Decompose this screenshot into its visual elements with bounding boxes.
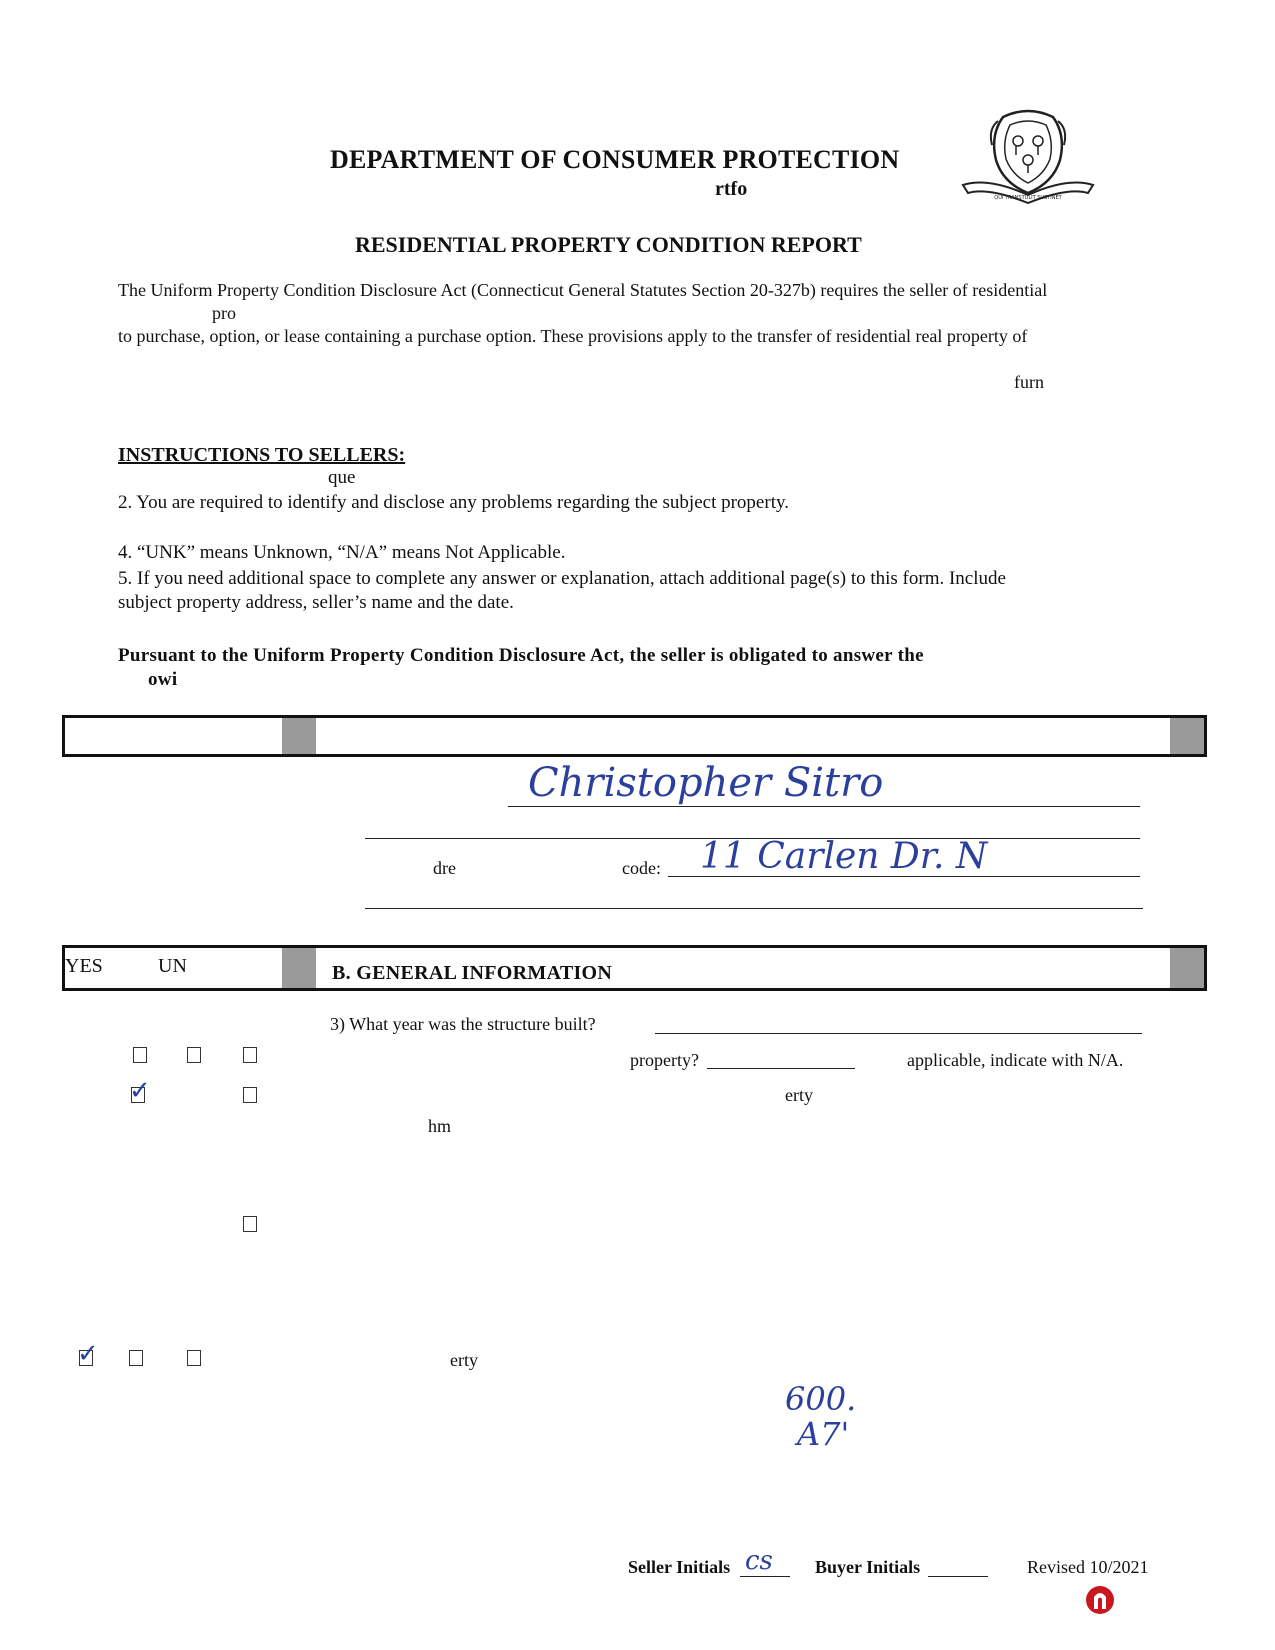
checkbox-no-row-1[interactable] bbox=[187, 1047, 201, 1063]
checkbox-unk-row-2[interactable] bbox=[243, 1087, 257, 1103]
instruction-item-4: 4. “UNK” means Unknown, “N/A” means Not Applicable. bbox=[118, 542, 566, 563]
property-label: property? bbox=[630, 1050, 699, 1070]
column-header-yes: YES bbox=[65, 955, 103, 977]
handwritten-note-line-2: A7' bbox=[797, 1415, 850, 1453]
section-b-header-bar bbox=[62, 945, 1207, 991]
section-a-shade-left bbox=[282, 718, 316, 754]
seller-initials-handwritten[interactable]: cs bbox=[745, 1546, 773, 1576]
scanner-logo-icon bbox=[1085, 1585, 1115, 1615]
hm-fragment: hm bbox=[428, 1116, 452, 1136]
address-handwritten[interactable]: 11 Carlen Dr. N bbox=[700, 836, 988, 877]
report-title: RESIDENTIAL PROPERTY CONDITION REPORT bbox=[355, 232, 862, 257]
address-label: dre bbox=[433, 858, 456, 878]
section-a-header-bar bbox=[62, 715, 1207, 757]
seller-name-handwritten[interactable]: Christopher Sitro bbox=[528, 760, 884, 806]
erty-fragment-1: erty bbox=[785, 1085, 813, 1105]
section-a-shade-right bbox=[1170, 718, 1204, 754]
pursuant-statement-cont: owi bbox=[148, 669, 178, 690]
handwritten-note-line-1: 600. bbox=[785, 1380, 857, 1418]
instructions-heading: INSTRUCTIONS TO SELLERS: bbox=[118, 444, 406, 466]
column-header-unk: UN bbox=[158, 955, 187, 977]
seller-initials-label: Seller Initials bbox=[628, 1557, 731, 1577]
zip-code-label: code: bbox=[622, 858, 661, 878]
instruction-item-5-cont: subject property address, seller’s name and the date. bbox=[118, 592, 514, 613]
erty-fragment-2: erty bbox=[450, 1350, 478, 1370]
instructions-fragment: que bbox=[328, 467, 356, 488]
year-built-line[interactable] bbox=[655, 1033, 1142, 1034]
intro-line-3: to purchase, option, or lease containing a purchase option. These provisions apply to the transfer of residential real property of bbox=[118, 326, 1028, 346]
section-b-shade-right bbox=[1170, 948, 1204, 988]
checkmark-icon: ✓ bbox=[77, 1339, 99, 1369]
checkmark-icon: ✓ bbox=[129, 1076, 151, 1106]
department-subline: rtfo bbox=[715, 178, 748, 200]
na-note: applicable, indicate with N/A. bbox=[907, 1050, 1124, 1070]
buyer-initials-label: Buyer Initials bbox=[815, 1557, 921, 1577]
checkbox-unk-row-4[interactable] bbox=[187, 1350, 201, 1366]
state-seal-icon bbox=[958, 105, 1098, 213]
pursuant-statement: Pursuant to the Uniform Property Condition Disclosure Act, the seller is obligated to answer the bbox=[118, 645, 924, 666]
blank-line-2 bbox=[365, 908, 1143, 909]
seal-motto: QUI TRANSTULIT SUSTINET bbox=[994, 195, 1062, 201]
department-title: DEPARTMENT OF CONSUMER PROTECTION bbox=[330, 145, 900, 174]
buyer-initials-line[interactable] bbox=[928, 1576, 988, 1577]
section-b-shade-left bbox=[282, 948, 316, 988]
question-3: 3) What year was the structure built? bbox=[330, 1014, 596, 1034]
address-line bbox=[668, 876, 1140, 877]
seller-name-line bbox=[508, 806, 1140, 807]
instruction-item-2: 2. You are required to identify and disclose any problems regarding the subject property. bbox=[118, 492, 789, 513]
property-answer-line[interactable] bbox=[707, 1068, 855, 1069]
revised-date: Revised 10/2021 bbox=[1027, 1557, 1149, 1577]
checkbox-no-row-4[interactable] bbox=[129, 1350, 143, 1366]
instruction-item-5: 5. If you need additional space to complete any answer or explanation, attach additional page(s) to this form. Include bbox=[118, 568, 1006, 589]
checkbox-unk-row-1[interactable] bbox=[243, 1047, 257, 1063]
checkbox-unk-row-3[interactable] bbox=[243, 1216, 257, 1232]
intro-fragment-2: furn bbox=[1014, 372, 1044, 392]
checkbox-yes-row-1[interactable] bbox=[133, 1047, 147, 1063]
section-b-title: B. GENERAL INFORMATION bbox=[332, 962, 613, 984]
intro-line-1: The Uniform Property Condition Disclosure Act (Connecticut General Statutes Section 20-327b) requires the seller of residential bbox=[118, 280, 1048, 300]
seller-initials-line bbox=[740, 1576, 790, 1577]
intro-fragment-1: pro bbox=[212, 303, 236, 323]
